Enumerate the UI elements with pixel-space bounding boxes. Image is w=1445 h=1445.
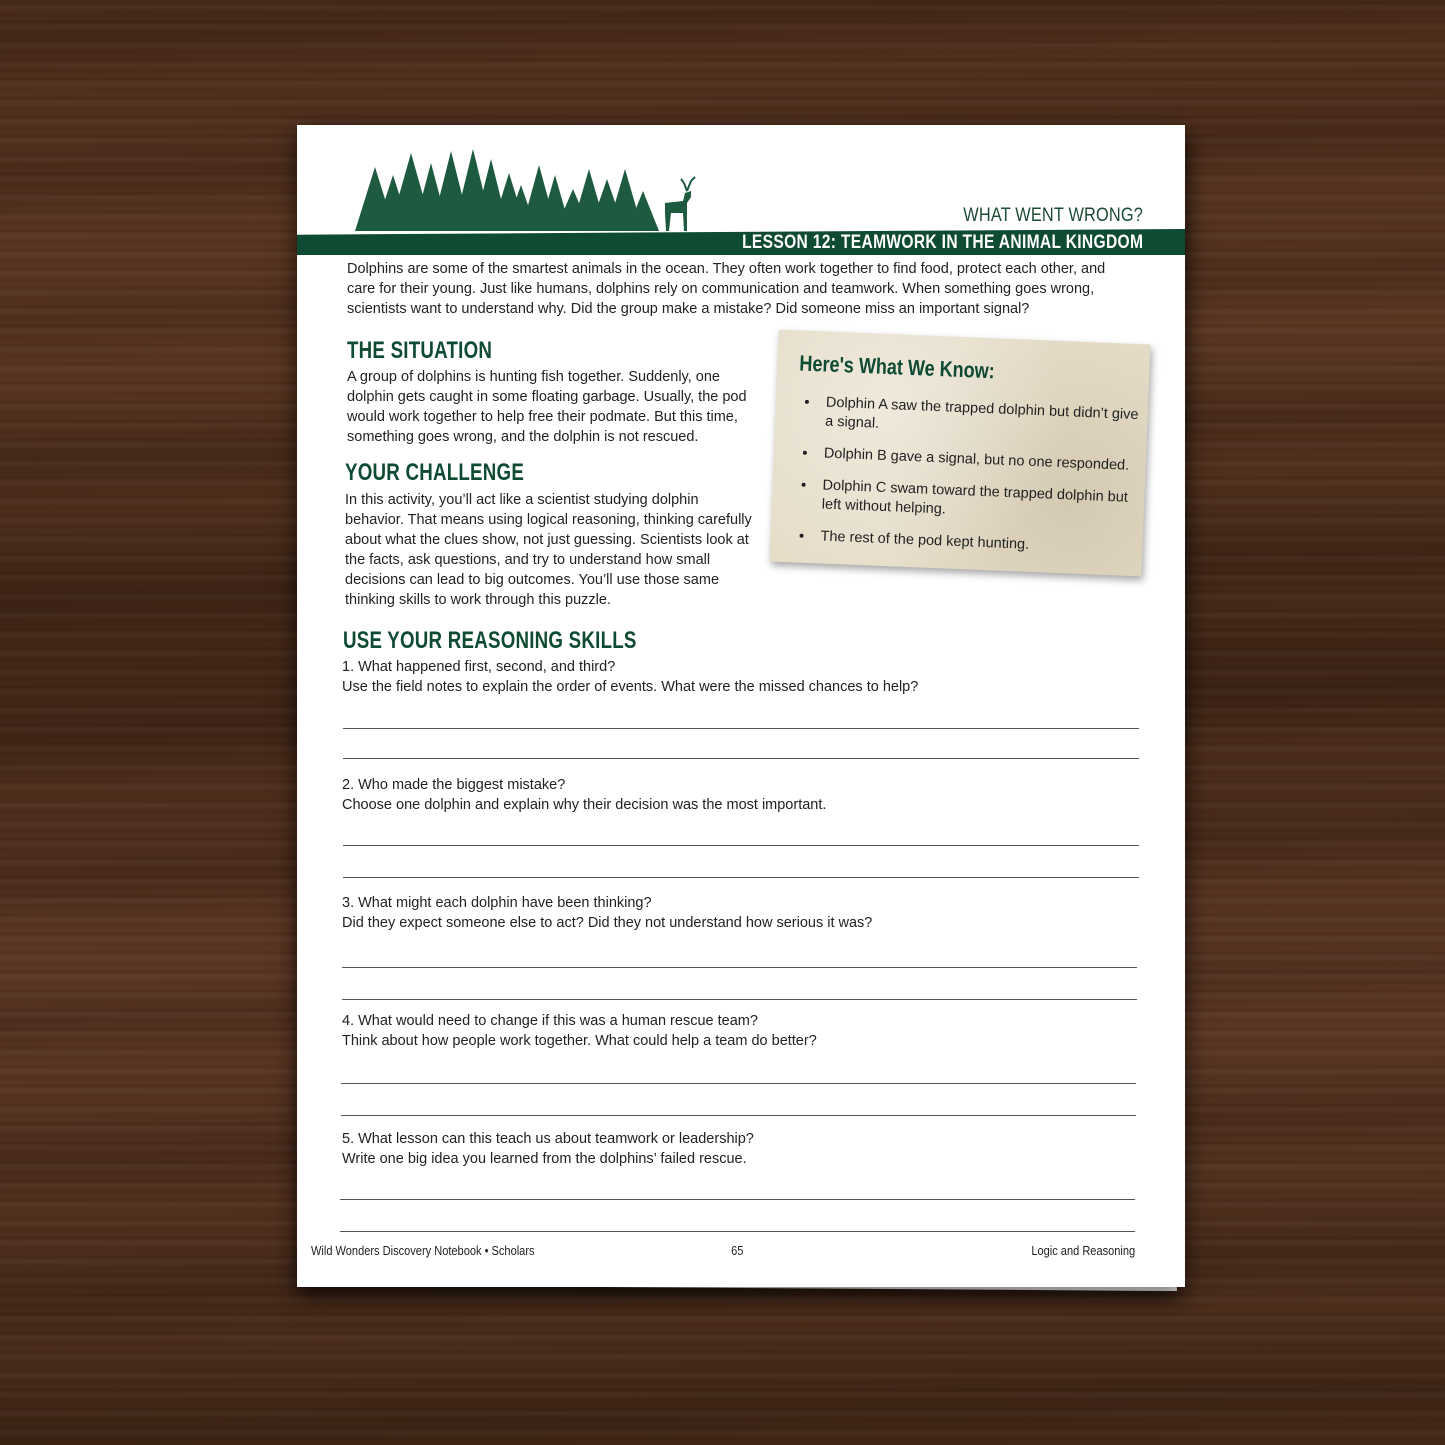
fact-item: • Dolphin C swam toward the trapped dolphin but left without helping. xyxy=(815,476,1146,527)
question-prompt: Use the field notes to explain the order of events. What were the missed chances to help? xyxy=(342,679,919,695)
fact-item: • The rest of the pod kept hunting. xyxy=(814,527,1144,559)
answer-line[interactable] xyxy=(341,1083,1136,1084)
challenge-text: In this activity, you’ll act like a scientist studying dolphin behavior. That means using logical reasoning, thinking carefully about what the clues show, not just guessing. Scientists look at the facts, ask questions, and try to understand how small decisions can lead to big outcomes. You’ll use those same thinking skills to work through this puzzle. xyxy=(345,492,752,608)
question-1 xyxy=(342,657,1142,697)
fact-item: • Dolphin A saw the trapped dolphin but didn’t give a signal. xyxy=(819,393,1150,444)
question-text: 2. Who made the biggest mistake? xyxy=(342,777,566,793)
intro-paragraph: Dolphins are some of the smartest animals in the ocean. They often work together to find food, protect each other, and care for their young. Just like humans, dolphins rely on communication and teamwork. When something goes wrong, scientists want to understand why. Did the group make a mistake? Did someone miss an important signal? xyxy=(347,261,1106,317)
question-2 xyxy=(342,775,1142,815)
worksheet-page xyxy=(297,125,1185,1287)
facts-list xyxy=(792,392,1150,572)
answer-line[interactable] xyxy=(343,728,1139,729)
answer-line[interactable] xyxy=(343,845,1139,846)
answer-line[interactable] xyxy=(340,1231,1135,1232)
page-number: 65 xyxy=(731,1243,744,1258)
question-text: 1. What happened first, second, and third? xyxy=(342,659,616,675)
answer-line[interactable] xyxy=(343,758,1139,759)
question-4 xyxy=(342,1011,1142,1051)
question-prompt: Choose one dolphin and explain why their decision was the most important. xyxy=(342,797,827,813)
question-prompt: Write one big idea you learned from the dolphins’ failed rescue. xyxy=(342,1151,747,1167)
situation-heading: THE SITUATION xyxy=(347,337,493,364)
known-facts-card xyxy=(769,330,1150,577)
answer-line[interactable] xyxy=(343,877,1139,878)
forest-deer-illustration xyxy=(345,145,705,231)
situation-text: A group of dolphins is hunting fish together. Suddenly, one dolphin gets caught in some floating garbage. Usually, the pod would work together to help free their podmate. But this time, something goes wrong, and the dolphin is not rescued. xyxy=(347,369,747,445)
card-title: Here's What We Know: xyxy=(798,350,996,384)
question-5 xyxy=(342,1129,1142,1169)
question-text: 3. What might each dolphin have been thinking? xyxy=(342,895,652,911)
question-3 xyxy=(342,893,1142,933)
lesson-kicker: WHAT WENT WRONG? xyxy=(963,205,1143,226)
reasoning-heading: USE YOUR REASONING SKILLS xyxy=(343,627,637,654)
question-prompt: Think about how people work together. What could help a team do better? xyxy=(342,1033,817,1049)
answer-line[interactable] xyxy=(342,967,1137,968)
answer-line[interactable] xyxy=(341,1115,1136,1116)
fact-item: • Dolphin B gave a signal, but no one responded. xyxy=(817,444,1147,476)
question-text: 5. What lesson can this teach us about teamwork or leadership? xyxy=(342,1131,754,1147)
lesson-title: LESSON 12: TEAMWORK IN THE ANIMAL KINGDOM xyxy=(741,232,1143,253)
answer-line[interactable] xyxy=(342,999,1137,1000)
footer-book-title: Wild Wonders Discovery Notebook • Scholars xyxy=(311,1243,535,1258)
footer-section: Logic and Reasoning xyxy=(1031,1243,1135,1258)
question-prompt: Did they expect someone else to act? Did they not understand how serious it was? xyxy=(342,915,873,931)
answer-line[interactable] xyxy=(340,1199,1135,1200)
challenge-heading: YOUR CHALLENGE xyxy=(345,459,525,486)
question-text: 4. What would need to change if this was a human rescue team? xyxy=(342,1013,758,1029)
deer-silhouette xyxy=(665,177,695,231)
